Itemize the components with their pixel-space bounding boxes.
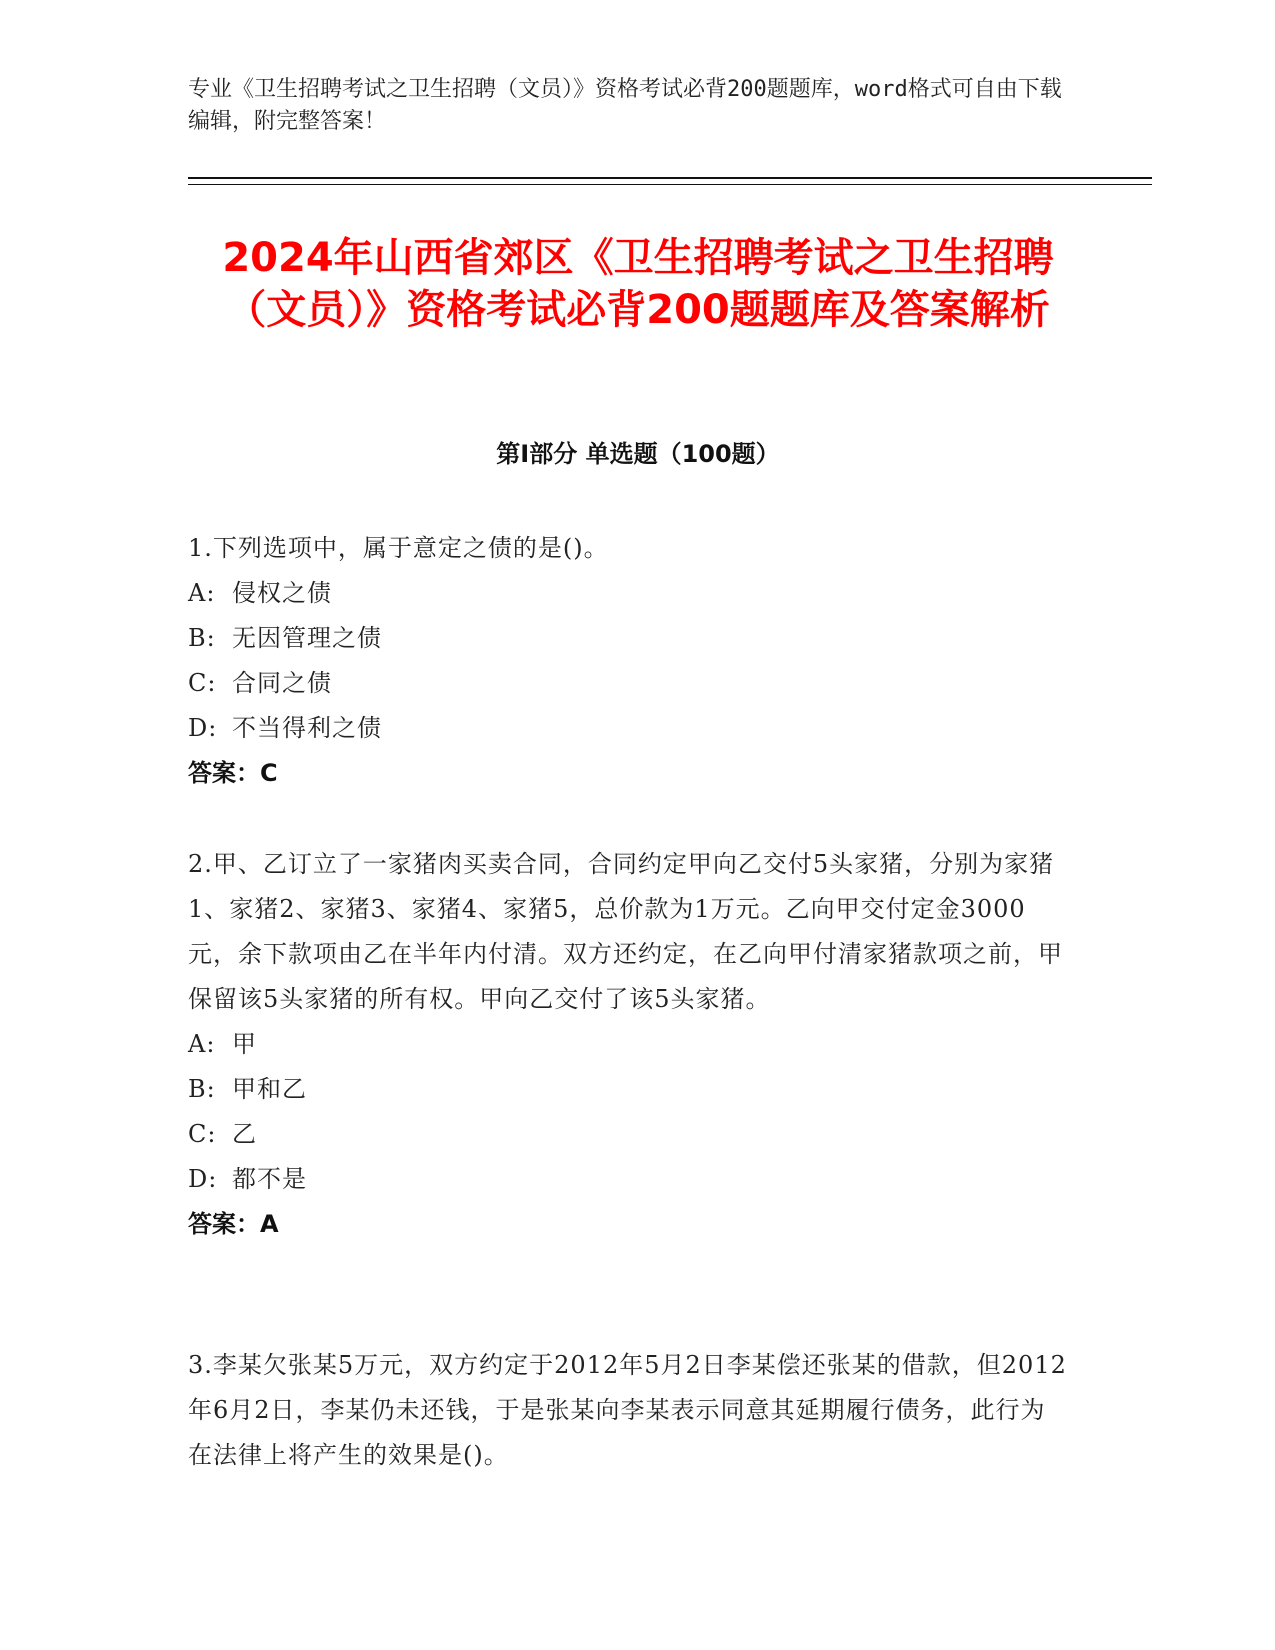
question-stem: 3.李某欠张某5万元，双方约定于2012年5月2日李某偿还张某的借款，但2012年6月2日，李某仍未还钱，于是张某向李某表示同意其延期履行债务，此行为在法律上将产生的效果是()。	[188, 1351, 1067, 1469]
option-b	[188, 1067, 1068, 1112]
option-a	[188, 1022, 1068, 1067]
question-1	[188, 526, 1068, 796]
option-key: B:	[188, 1075, 216, 1103]
option-key: D:	[188, 1165, 218, 1193]
option-key: A:	[188, 1030, 216, 1058]
header-divider-thin	[188, 184, 1152, 185]
option-key: C:	[188, 1120, 217, 1148]
answer-line: 答案：A	[188, 1210, 279, 1238]
option-c	[188, 661, 1068, 706]
option-key: B:	[188, 624, 216, 652]
option-text: 甲	[232, 1030, 257, 1058]
option-key: D:	[188, 714, 218, 742]
question-stem: 2.甲、乙订立了一家猪肉买卖合同，合同约定甲向乙交付5头家猪，分别为家猪1、家猪2、家猪3、家猪4、家猪5，总价款为1万元。乙向甲交付定金3000元，余下款项由乙在半年内付清。双方还约定，在乙向甲付清家猪款项之前，甲保留该5头家猪的所有权。甲向乙交付了该5头家猪。	[188, 850, 1063, 1013]
option-text: 不当得利之债	[232, 714, 382, 742]
answer-line: 答案：C	[188, 759, 278, 787]
option-text: 侵权之债	[232, 579, 332, 607]
section-heading: 第I部分 单选题（100题）	[496, 440, 780, 468]
header-divider-thick	[188, 177, 1152, 179]
header-note: 专业《卫生招聘考试之卫生招聘（文员）》资格考试必背200题题库，word格式可自由下载编辑，附完整答案！	[188, 77, 1062, 134]
option-text: 都不是	[232, 1165, 307, 1193]
question-stem: 1.下列选项中，属于意定之债的是()。	[188, 534, 609, 562]
question-2	[188, 842, 1068, 1247]
option-text: 乙	[232, 1120, 257, 1148]
option-key: C:	[188, 669, 217, 697]
option-key: A:	[188, 579, 216, 607]
option-text: 甲和乙	[232, 1075, 307, 1103]
option-text: 合同之债	[232, 669, 332, 697]
question-3	[188, 1343, 1068, 1478]
option-b	[188, 616, 1068, 661]
option-c	[188, 1112, 1068, 1157]
option-a	[188, 571, 1068, 616]
option-d	[188, 706, 1068, 751]
option-d	[188, 1157, 1068, 1202]
option-text: 无因管理之债	[232, 624, 382, 652]
document-title: 2024年山西省郊区《卫生招聘考试之卫生招聘（文员）》资格考试必背200题题库及答案解析	[222, 235, 1054, 333]
